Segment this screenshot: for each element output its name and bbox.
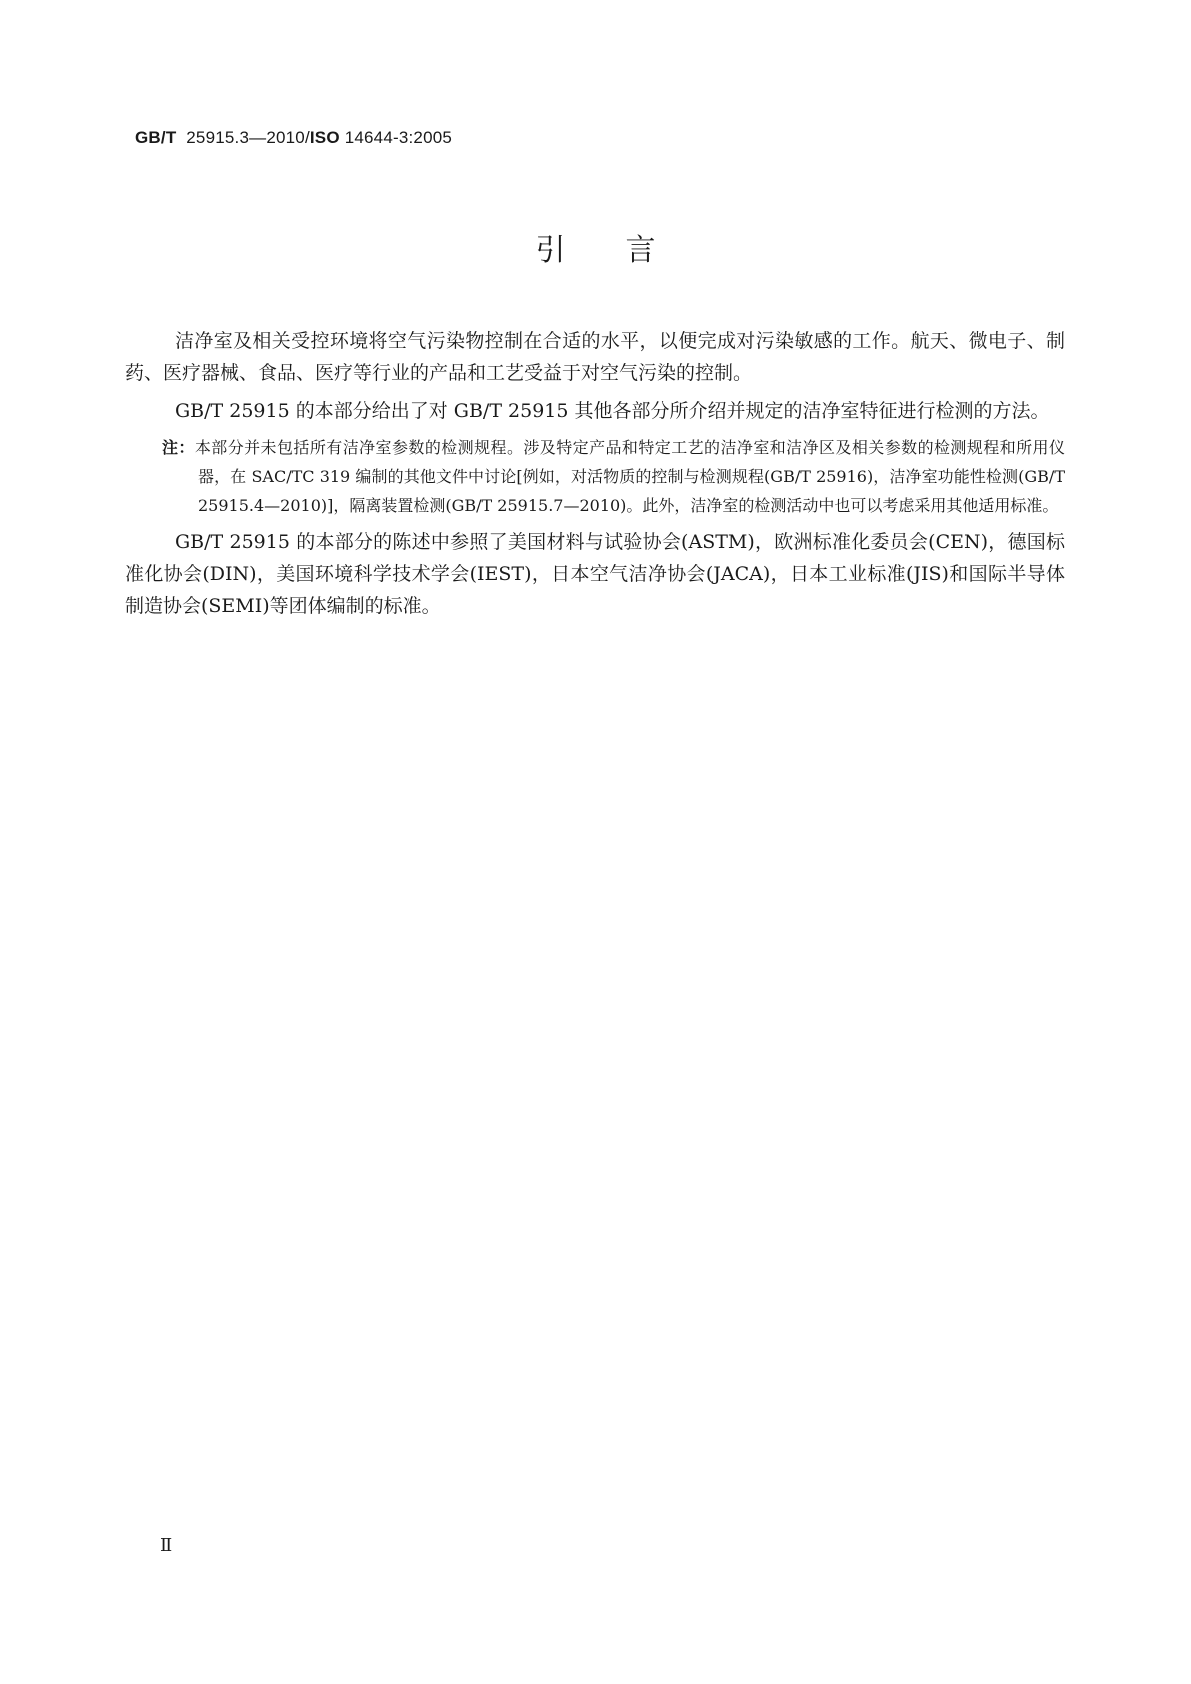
document-code [135, 128, 452, 148]
paragraph-3: GB/T 25915 的本部分的陈述中参照了美国材料与试验协会(ASTM)，欧洲标准化委员会(CEN)，德国标准化协会(DIN)，美国环境科学技术学会(IEST)，日本空气洁净协会(JACA)，日本工业标准(JIS)和国际半导体制造协会(SEMI)等团体编制的标准。 [125, 531, 1065, 617]
code-iso: ISO [309, 128, 340, 147]
note-block [162, 433, 1065, 520]
paragraph-1: 洁净室及相关受控环境将空气污染物控制在合适的水平，以便完成对污染敏感的工作。航天、微电子、制药、医疗器械、食品、医疗等行业的产品和工艺受益于对空气污染的控制。 [125, 330, 1065, 384]
page-title: 引言 [535, 233, 716, 268]
page-number: Ⅱ [160, 1535, 173, 1555]
code-iso-number: 14644-3:2005 [344, 128, 453, 147]
code-number: 25915.3—2010/ [186, 128, 310, 147]
code-prefix: GB/T [135, 128, 177, 147]
main-content [125, 325, 1065, 628]
note-label: 注： [162, 438, 195, 457]
paragraph-2: GB/T 25915 的本部分给出了对 GB/T 25915 其他各部分所介绍并规定的洁净室特征进行检测的方法。 [175, 400, 1050, 422]
note-text: 本部分并未包括所有洁净室参数的检测规程。涉及特定产品和特定工艺的洁净室和洁净区及相关参数的检测规程和所用仪器，在 SAC/TC 319 编制的其他文件中讨论[例如，对活物质的控制与检测规程(GB/T 25916)，洁净室功能性检测(GB/T 25915.4—2010)]，隔离装置检测(GB/T 25915.7—2010)。此外，洁净室的检测活动中也可以考虑采用其他适用标准。 [194, 438, 1065, 515]
